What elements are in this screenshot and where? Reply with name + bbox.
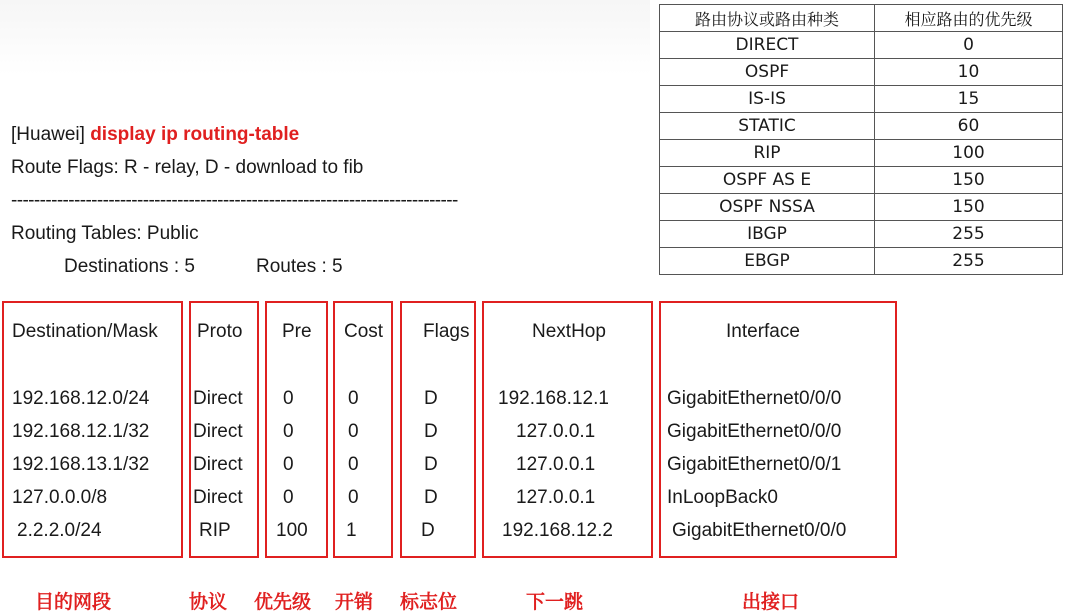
routing-tables-line: Routing Tables: Public (11, 223, 199, 244)
pre-cell: 0 (283, 388, 294, 409)
proto-cell: RIP (199, 520, 231, 541)
protocol-cell: OSPF NSSA (660, 194, 875, 221)
protocol-cell: OSPF (660, 59, 875, 86)
proto-cell: Direct (193, 421, 243, 442)
nexthop-cell: 127.0.0.1 (516, 421, 596, 442)
pre-cell: 100 (276, 520, 308, 541)
proto-cell: Direct (193, 487, 243, 508)
table-row (660, 140, 1063, 167)
separator-line: ------------------------------------------------------------------------------ (11, 190, 458, 211)
priority-cell: 255 (875, 221, 1063, 248)
cost-cell: 0 (348, 388, 359, 409)
destination-cell: 192.168.12.0/24 (12, 388, 150, 409)
cli-command: display ip routing-table (90, 124, 300, 145)
priority-cell: 150 (875, 194, 1063, 221)
label-nexthop: 下一跳 (526, 591, 584, 613)
col-header-proto: Proto (197, 321, 243, 342)
protocol-cell: IBGP (660, 221, 875, 248)
destination-cell: 192.168.12.1/32 (12, 421, 150, 442)
nexthop-cell: 192.168.12.2 (502, 520, 613, 541)
interface-cell: InLoopBack0 (667, 487, 778, 508)
nexthop-cell: 127.0.0.1 (516, 454, 596, 475)
flags-cell: D (424, 487, 438, 508)
priority-cell: 255 (875, 248, 1063, 275)
label-protocol: 协议 (189, 591, 228, 613)
priority-cell: 15 (875, 86, 1063, 113)
flags-cell: D (424, 388, 438, 409)
interface-cell: GigabitEthernet0/0/1 (667, 454, 842, 475)
priority-cell: 60 (875, 113, 1063, 140)
col-header-cost: Cost (344, 321, 384, 342)
priority-cell: 150 (875, 167, 1063, 194)
table-row (660, 167, 1063, 194)
interface-cell: GigabitEthernet0/0/0 (672, 520, 847, 541)
flags-cell: D (424, 421, 438, 442)
header-protocol: 路由协议或路由种类 (660, 5, 875, 32)
table-row (660, 59, 1063, 86)
interface-cell: GigabitEthernet0/0/0 (667, 388, 842, 409)
label-priority: 优先级 (254, 591, 312, 613)
destination-cell: 127.0.0.0/8 (12, 487, 108, 508)
destination-cell: 2.2.2.0/24 (17, 520, 102, 541)
protocol-cell: IS-IS (660, 86, 875, 113)
cost-cell: 0 (348, 454, 359, 475)
table-row (660, 32, 1063, 59)
cost-cell: 0 (348, 487, 359, 508)
flags-cell: D (424, 454, 438, 475)
routes-count: Routes : 5 (256, 256, 343, 277)
col-header-nexthop: NextHop (532, 321, 606, 342)
protocol-cell: OSPF AS E (660, 167, 875, 194)
protocol-cell: DIRECT (660, 32, 875, 59)
nexthop-cell: 192.168.12.1 (498, 388, 609, 409)
pre-cell: 0 (283, 454, 294, 475)
destination-cell: 192.168.13.1/32 (12, 454, 150, 475)
background-shade (0, 0, 650, 75)
proto-cell: Direct (193, 388, 243, 409)
nexthop-cell: 127.0.0.1 (516, 487, 596, 508)
col-header-pre: Pre (282, 321, 312, 342)
col-header-interface: Interface (726, 321, 800, 342)
priority-cell: 100 (875, 140, 1063, 167)
label-flags: 标志位 (400, 591, 458, 613)
table-row (660, 221, 1063, 248)
cost-cell: 1 (346, 520, 357, 541)
command-line (11, 124, 299, 146)
priority-cell: 0 (875, 32, 1063, 59)
flags-cell: D (421, 520, 435, 541)
route-priority-table (659, 4, 1063, 275)
label-cost: 开销 (335, 591, 374, 613)
protocol-cell: EBGP (660, 248, 875, 275)
proto-cell: Direct (193, 454, 243, 475)
label-destination: 目的网段 (35, 591, 112, 613)
pre-cell: 0 (283, 421, 294, 442)
pre-cell: 0 (283, 487, 294, 508)
route-flags-line: Route Flags: R - relay, D - download to fib (11, 157, 364, 178)
destinations-count: Destinations : 5 (64, 256, 195, 277)
header-priority: 相应路由的优先级 (875, 5, 1063, 32)
table-row (660, 248, 1063, 275)
table-row (660, 113, 1063, 140)
col-header-flags: Flags (423, 321, 470, 342)
label-interface: 出接口 (742, 591, 800, 613)
protocol-cell: RIP (660, 140, 875, 167)
col-header-destination: Destination/Mask (12, 321, 158, 342)
table-row (660, 86, 1063, 113)
cli-prompt: [Huawei] (11, 124, 85, 145)
protocol-cell: STATIC (660, 113, 875, 140)
interface-cell: GigabitEthernet0/0/0 (667, 421, 842, 442)
table-row (660, 194, 1063, 221)
cost-cell: 0 (348, 421, 359, 442)
priority-cell: 10 (875, 59, 1063, 86)
priority-table-header (660, 5, 1063, 32)
